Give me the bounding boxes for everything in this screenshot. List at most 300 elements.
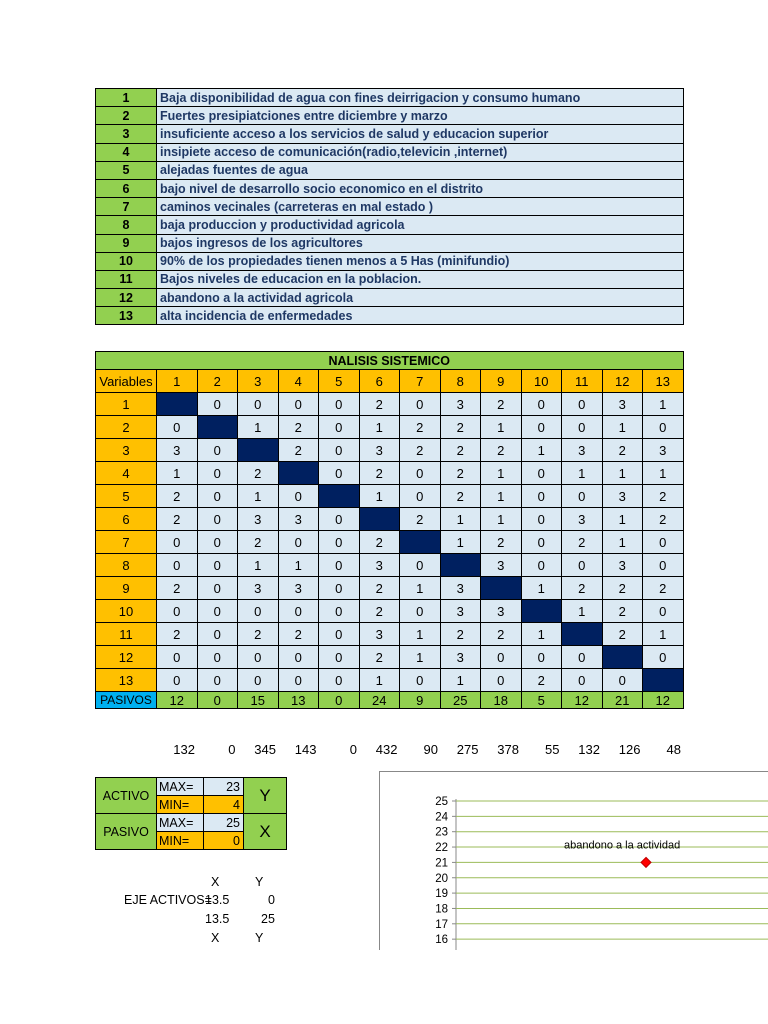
- matrix-cell[interactable]: 3: [278, 577, 319, 600]
- matrix-row: [96, 416, 684, 439]
- variable-row: [96, 198, 684, 216]
- matrix-cell[interactable]: 0: [197, 623, 238, 646]
- matrix-cell[interactable]: 3: [440, 600, 481, 623]
- variable-label[interactable]: Fuertes presipiatciones entre diciembre y marzo: [157, 107, 684, 125]
- matrix-cell[interactable]: 0: [238, 646, 279, 669]
- matrix-cell[interactable]: 0: [521, 646, 562, 669]
- variable-number[interactable]: 1: [96, 89, 157, 107]
- pasivos-cell[interactable]: 5: [521, 692, 562, 709]
- matrix-cell[interactable]: 3: [359, 439, 400, 462]
- matrix-row-header: 4: [96, 462, 157, 485]
- variable-label[interactable]: bajos ingresos de los agricultores: [157, 234, 684, 252]
- activo-label: ACTIVO: [96, 778, 157, 814]
- matrix-cell[interactable]: 0: [400, 554, 441, 577]
- matrix-cell[interactable]: 2: [521, 669, 562, 692]
- matrix-cell[interactable]: 2: [278, 416, 319, 439]
- pasivos-cell[interactable]: 0: [319, 692, 360, 709]
- matrix-cell[interactable]: 0: [157, 646, 198, 669]
- product-value: 132: [578, 742, 600, 757]
- chart-point[interactable]: [641, 857, 651, 867]
- matrix-cell[interactable]: 3: [481, 600, 522, 623]
- variable-number[interactable]: 2: [96, 107, 157, 125]
- activo-min-value[interactable]: 4: [204, 796, 244, 814]
- matrix-cell[interactable]: 0: [157, 554, 198, 577]
- matrix-col-header: 12: [602, 370, 643, 393]
- matrix-diagonal-cell[interactable]: [400, 531, 441, 554]
- product-value: 0: [228, 742, 236, 757]
- activo-max-label: MAX=: [157, 778, 204, 796]
- matrix-cell[interactable]: 0: [400, 485, 441, 508]
- variable-label[interactable]: alta incidencia de enfermedades: [157, 307, 684, 325]
- matrix-cell[interactable]: 0: [197, 462, 238, 485]
- variable-number[interactable]: 10: [96, 252, 157, 270]
- matrix-cell[interactable]: 0: [278, 646, 319, 669]
- matrix-cell[interactable]: 0: [197, 577, 238, 600]
- matrix-cell[interactable]: 1: [400, 577, 441, 600]
- variable-label[interactable]: insuficiente acceso a los servicios de salud y educacion superior: [157, 125, 684, 143]
- matrix-cell[interactable]: 2: [157, 508, 198, 531]
- matrix-cell[interactable]: 2: [278, 623, 319, 646]
- matrix-cell[interactable]: 1: [440, 669, 481, 692]
- pasivo-axis: X: [244, 814, 287, 850]
- matrix-cell[interactable]: 0: [238, 393, 279, 416]
- matrix-cell[interactable]: 1: [481, 462, 522, 485]
- matrix-table: [95, 351, 684, 709]
- matrix-row: [96, 669, 684, 692]
- matrix-col-header: 4: [278, 370, 319, 393]
- matrix-cell[interactable]: 3: [602, 554, 643, 577]
- matrix-cell[interactable]: 0: [319, 462, 360, 485]
- matrix-cell[interactable]: 1: [400, 646, 441, 669]
- matrix-row: [96, 462, 684, 485]
- matrix-cell[interactable]: 0: [319, 600, 360, 623]
- matrix-cell[interactable]: 0: [319, 577, 360, 600]
- eje-x-header: X: [211, 875, 220, 889]
- matrix-cell[interactable]: 1: [521, 439, 562, 462]
- matrix-col-header: 5: [319, 370, 360, 393]
- matrix-row-header: 12: [96, 646, 157, 669]
- variable-label[interactable]: abandono a la actividad agricola: [157, 289, 684, 307]
- matrix-cell[interactable]: 0: [157, 600, 198, 623]
- matrix-cell[interactable]: 0: [562, 646, 603, 669]
- chart-tick-label: 20: [435, 872, 448, 885]
- pasivos-cell[interactable]: 9: [400, 692, 441, 709]
- matrix-cell[interactable]: 1: [481, 508, 522, 531]
- matrix-cell[interactable]: 0: [319, 416, 360, 439]
- matrix-cell[interactable]: 2: [440, 439, 481, 462]
- variable-row: [96, 216, 684, 234]
- matrix-cell[interactable]: 0: [319, 554, 360, 577]
- matrix-col-header: 2: [197, 370, 238, 393]
- matrix-cell[interactable]: 0: [602, 669, 643, 692]
- variable-number[interactable]: 8: [96, 216, 157, 234]
- variable-number[interactable]: 3: [96, 125, 157, 143]
- activo-min-label: MIN=: [157, 796, 204, 814]
- matrix-col-header: 1: [157, 370, 198, 393]
- eje-x-footer: X: [211, 931, 220, 945]
- chart-point-label: abandono a la actividad: [564, 839, 681, 852]
- matrix-diagonal-cell[interactable]: [238, 439, 279, 462]
- matrix-cell[interactable]: 1: [602, 531, 643, 554]
- product-value: 143: [294, 742, 317, 757]
- matrix-diagonal-cell[interactable]: [157, 393, 198, 416]
- matrix-diagonal-cell[interactable]: [562, 623, 603, 646]
- product-value: 126: [618, 742, 641, 757]
- pasivos-cell[interactable]: 13: [278, 692, 319, 709]
- chart-tick-label: 21: [435, 857, 448, 870]
- variable-label[interactable]: caminos vecinales (carreteras en mal estado ): [157, 198, 684, 216]
- matrix-cell[interactable]: 2: [157, 623, 198, 646]
- matrix-cell[interactable]: 0: [521, 554, 562, 577]
- matrix-cell[interactable]: 0: [481, 646, 522, 669]
- matrix-cell[interactable]: 0: [157, 531, 198, 554]
- matrix-cell[interactable]: 1: [602, 508, 643, 531]
- matrix-cell[interactable]: 1: [359, 416, 400, 439]
- pasivos-cell[interactable]: 25: [440, 692, 481, 709]
- eje-r2-y: 25: [261, 912, 275, 926]
- matrix-cell[interactable]: 0: [157, 669, 198, 692]
- matrix-diagonal-cell[interactable]: [521, 600, 562, 623]
- variable-number[interactable]: 6: [96, 179, 157, 197]
- matrix-cell[interactable]: 1: [562, 600, 603, 623]
- matrix-cell[interactable]: 1: [238, 554, 279, 577]
- pasivo-max-label: MAX=: [157, 814, 204, 832]
- variable-row: [96, 234, 684, 252]
- matrix-cell[interactable]: 2: [440, 623, 481, 646]
- matrix-cell[interactable]: 0: [521, 462, 562, 485]
- matrix-cell[interactable]: 0: [400, 600, 441, 623]
- matrix-row-header: 2: [96, 416, 157, 439]
- matrix-row: [96, 577, 684, 600]
- matrix-cell[interactable]: 0: [197, 646, 238, 669]
- matrix-cell[interactable]: 2: [602, 623, 643, 646]
- matrix-row: [96, 600, 684, 623]
- matrix-cell[interactable]: 3: [359, 623, 400, 646]
- matrix-cell[interactable]: 1: [521, 623, 562, 646]
- variable-label[interactable]: Bajos niveles de educacion en la poblacion.: [157, 270, 684, 288]
- matrix-cell[interactable]: 2: [400, 416, 441, 439]
- eje-y-footer: Y: [255, 931, 264, 945]
- matrix-cell[interactable]: 0: [643, 416, 684, 439]
- matrix-cell[interactable]: 0: [319, 531, 360, 554]
- variable-row: [96, 161, 684, 179]
- matrix-row-header: 7: [96, 531, 157, 554]
- matrix-cell[interactable]: 3: [562, 439, 603, 462]
- matrix-diagonal-cell[interactable]: [278, 462, 319, 485]
- variable-row: [96, 307, 684, 325]
- matrix-col-header: 7: [400, 370, 441, 393]
- matrix-cell[interactable]: 2: [440, 462, 481, 485]
- matrix-cell[interactable]: 2: [481, 623, 522, 646]
- matrix-cell[interactable]: 3: [643, 439, 684, 462]
- matrix-col-header: 13: [643, 370, 684, 393]
- matrix-cell[interactable]: 1: [359, 485, 400, 508]
- chart-svg: [380, 772, 768, 950]
- variable-label[interactable]: baja produccion y productividad agricola: [157, 216, 684, 234]
- matrix-cell[interactable]: 0: [643, 531, 684, 554]
- matrix-cell[interactable]: 2: [359, 462, 400, 485]
- matrix-row-header: 6: [96, 508, 157, 531]
- matrix-diagonal-cell[interactable]: [440, 554, 481, 577]
- matrix-cell[interactable]: 1: [278, 554, 319, 577]
- matrix-cell[interactable]: 3: [440, 393, 481, 416]
- matrix-cell[interactable]: 0: [197, 439, 238, 462]
- matrix-cell[interactable]: 1: [157, 462, 198, 485]
- matrix-row: [96, 393, 684, 416]
- matrix-cell[interactable]: 3: [481, 554, 522, 577]
- matrix-cell[interactable]: 1: [440, 531, 481, 554]
- variable-label[interactable]: bajo nivel de desarrollo socio economico en el distrito: [157, 179, 684, 197]
- matrix-cell[interactable]: 2: [440, 416, 481, 439]
- matrix-cell[interactable]: 2: [643, 577, 684, 600]
- chart-tick-label: 17: [435, 918, 448, 931]
- matrix-row-header: 3: [96, 439, 157, 462]
- variable-label[interactable]: insipiete acceso de comunicación(radio,televicin ,internet): [157, 143, 684, 161]
- matrix-cell[interactable]: 2: [359, 531, 400, 554]
- pasivo-min-label: MIN=: [157, 832, 204, 850]
- variable-label[interactable]: alejadas fuentes de agua: [157, 161, 684, 179]
- matrix-row: [96, 554, 684, 577]
- matrix-cell[interactable]: 0: [521, 393, 562, 416]
- pasivos-cell[interactable]: 12: [562, 692, 603, 709]
- matrix-diagonal-cell[interactable]: [197, 416, 238, 439]
- product-value: 432: [375, 742, 398, 757]
- variable-row: [96, 270, 684, 288]
- variable-row: [96, 107, 684, 125]
- matrix-cell[interactable]: 1: [238, 485, 279, 508]
- pasivo-max-value[interactable]: 25: [204, 814, 244, 832]
- matrix-cell[interactable]: 2: [602, 577, 643, 600]
- matrix-cell[interactable]: 2: [359, 393, 400, 416]
- matrix-cell[interactable]: 3: [157, 439, 198, 462]
- matrix-cell[interactable]: 0: [643, 600, 684, 623]
- matrix-cell[interactable]: 0: [278, 531, 319, 554]
- matrix-cell[interactable]: 0: [319, 393, 360, 416]
- matrix-cell[interactable]: 2: [238, 462, 279, 485]
- variables-table: [95, 88, 684, 325]
- matrix-cell[interactable]: 0: [643, 646, 684, 669]
- matrix-diagonal-cell[interactable]: [643, 669, 684, 692]
- pasivos-cell[interactable]: 24: [359, 692, 400, 709]
- matrix-cell[interactable]: 2: [359, 646, 400, 669]
- pasivos-cell[interactable]: 0: [197, 692, 238, 709]
- matrix-cell[interactable]: 0: [197, 485, 238, 508]
- matrix-cell[interactable]: 3: [602, 485, 643, 508]
- variable-row: [96, 89, 684, 107]
- matrix-cell[interactable]: 2: [157, 577, 198, 600]
- matrix-cell[interactable]: 1: [602, 416, 643, 439]
- matrix-cell[interactable]: 0: [157, 416, 198, 439]
- matrix-cell[interactable]: 1: [238, 416, 279, 439]
- matrix-cell[interactable]: 0: [562, 554, 603, 577]
- chart-tick-label: 22: [435, 842, 448, 855]
- matrix-cell[interactable]: 0: [643, 554, 684, 577]
- pasivo-label: PASIVO: [96, 814, 157, 850]
- matrix-cell[interactable]: 0: [319, 646, 360, 669]
- matrix-cell[interactable]: 2: [238, 531, 279, 554]
- matrix-cell[interactable]: 2: [481, 439, 522, 462]
- matrix-col-header: 10: [521, 370, 562, 393]
- product-value: 48: [666, 742, 681, 757]
- matrix-cell[interactable]: 1: [602, 462, 643, 485]
- variable-label[interactable]: Baja disponibilidad de agua con fines deirrigacion y consumo humano: [157, 89, 684, 107]
- chart-tick-label: 16: [435, 934, 448, 947]
- matrix-cell[interactable]: 2: [602, 600, 643, 623]
- matrix-cell[interactable]: 0: [197, 393, 238, 416]
- product-value: 0: [349, 742, 357, 757]
- variable-row: [96, 143, 684, 161]
- variable-row: [96, 252, 684, 270]
- variable-number[interactable]: 13: [96, 307, 157, 325]
- matrix-cell[interactable]: 1: [400, 623, 441, 646]
- product-value: 275: [456, 742, 479, 757]
- matrix-row: [96, 439, 684, 462]
- variable-label[interactable]: 90% de los propiedades tienen menos a 5 Has (minifundio): [157, 252, 684, 270]
- matrix-cell[interactable]: 3: [278, 508, 319, 531]
- variable-number[interactable]: 5: [96, 161, 157, 179]
- matrix-cell[interactable]: 0: [197, 554, 238, 577]
- chart-tick-label: 18: [435, 903, 448, 916]
- pasivos-cell[interactable]: 21: [602, 692, 643, 709]
- product-value: 90: [423, 742, 438, 757]
- matrix-cell[interactable]: 0: [197, 508, 238, 531]
- matrix-row: [96, 646, 684, 669]
- matrix-cell[interactable]: 1: [440, 508, 481, 531]
- matrix-cell[interactable]: 0: [400, 669, 441, 692]
- matrix-cell[interactable]: 3: [359, 554, 400, 577]
- matrix-cell[interactable]: 2: [481, 531, 522, 554]
- matrix-row-header: 8: [96, 554, 157, 577]
- matrix-cell[interactable]: 3: [440, 577, 481, 600]
- matrix-cell[interactable]: 0: [400, 462, 441, 485]
- matrix-cell[interactable]: 0: [197, 531, 238, 554]
- matrix-cell[interactable]: 1: [643, 623, 684, 646]
- matrix-cell[interactable]: 2: [238, 623, 279, 646]
- matrix-cell[interactable]: 2: [359, 600, 400, 623]
- product-value: 378: [497, 742, 519, 757]
- variable-row: [96, 125, 684, 143]
- matrix-cell[interactable]: 0: [197, 669, 238, 692]
- matrix-cell[interactable]: 3: [238, 508, 279, 531]
- matrix-cell[interactable]: 0: [319, 623, 360, 646]
- pasivos-cell[interactable]: 15: [238, 692, 279, 709]
- matrix-cell[interactable]: 2: [359, 577, 400, 600]
- matrix-diagonal-cell[interactable]: [319, 485, 360, 508]
- matrix-diagonal-cell[interactable]: [481, 577, 522, 600]
- matrix-cell[interactable]: 2: [562, 531, 603, 554]
- matrix-cell[interactable]: 0: [278, 393, 319, 416]
- variable-number[interactable]: 12: [96, 289, 157, 307]
- summary-table: [95, 777, 287, 850]
- matrix-col-header: 9: [481, 370, 522, 393]
- matrix-cell[interactable]: 0: [521, 531, 562, 554]
- matrix-cell[interactable]: 0: [238, 669, 279, 692]
- eje-r1-y: 0: [268, 893, 275, 907]
- matrix-row-header: 9: [96, 577, 157, 600]
- matrix-cell[interactable]: 0: [521, 508, 562, 531]
- matrix-cell[interactable]: 0: [562, 416, 603, 439]
- matrix-cell[interactable]: 0: [319, 439, 360, 462]
- matrix-diagonal-cell[interactable]: [359, 508, 400, 531]
- matrix-diagonal-cell[interactable]: [602, 646, 643, 669]
- matrix-cell[interactable]: 2: [157, 485, 198, 508]
- pasivos-cell[interactable]: 18: [481, 692, 522, 709]
- matrix-row-header: 1: [96, 393, 157, 416]
- matrix-cell[interactable]: 0: [521, 485, 562, 508]
- variable-number[interactable]: 7: [96, 198, 157, 216]
- matrix-cell[interactable]: 0: [562, 485, 603, 508]
- matrix-cell[interactable]: 0: [278, 669, 319, 692]
- matrix-cell[interactable]: 1: [481, 485, 522, 508]
- matrix-cell[interactable]: 3: [562, 508, 603, 531]
- matrix-cell[interactable]: 0: [400, 393, 441, 416]
- matrix-col-header: 6: [359, 370, 400, 393]
- chart-tick-label: 25: [435, 796, 448, 808]
- product-value: 132: [173, 742, 195, 757]
- activo-max-value[interactable]: 23: [204, 778, 244, 796]
- matrix-cell[interactable]: 2: [602, 439, 643, 462]
- matrix-cell[interactable]: 0: [562, 393, 603, 416]
- matrix-cell[interactable]: 2: [643, 508, 684, 531]
- matrix-row: [96, 531, 684, 554]
- matrix-cell[interactable]: 2: [643, 485, 684, 508]
- matrix-cell[interactable]: 3: [602, 393, 643, 416]
- matrix-cell[interactable]: 3: [238, 577, 279, 600]
- chart-tick-label: 24: [435, 811, 448, 824]
- variable-number[interactable]: 4: [96, 143, 157, 161]
- matrix-cell[interactable]: 0: [197, 600, 238, 623]
- matrix-cell[interactable]: 1: [481, 416, 522, 439]
- eje-y-header: Y: [255, 875, 264, 889]
- activo-axis: Y: [244, 778, 287, 814]
- matrix-cell[interactable]: 2: [481, 393, 522, 416]
- eje-activos-label: EJE ACTIVOS=: [124, 893, 212, 907]
- matrix-cell[interactable]: 2: [400, 439, 441, 462]
- eje-r2-x: 13.5: [205, 912, 230, 926]
- matrix-cell[interactable]: 2: [440, 485, 481, 508]
- matrix-cell[interactable]: 2: [562, 577, 603, 600]
- matrix-cell[interactable]: 2: [278, 439, 319, 462]
- matrix-cell[interactable]: 1: [562, 462, 603, 485]
- matrix-cell[interactable]: 0: [521, 416, 562, 439]
- variable-number[interactable]: 9: [96, 234, 157, 252]
- matrix-col-header: 11: [562, 370, 603, 393]
- pasivos-cell[interactable]: 12: [643, 692, 684, 709]
- matrix-cell[interactable]: 2: [400, 508, 441, 531]
- pasivos-cell[interactable]: 12: [157, 692, 198, 709]
- matrix-cell[interactable]: 1: [643, 462, 684, 485]
- matrix-cell[interactable]: 0: [238, 600, 279, 623]
- variable-number[interactable]: 11: [96, 270, 157, 288]
- chart-tick-label: 23: [435, 826, 448, 839]
- chart-tick-label: 19: [435, 888, 448, 901]
- matrix-cell[interactable]: 0: [319, 508, 360, 531]
- matrix-cell[interactable]: 0: [319, 669, 360, 692]
- matrix-cell[interactable]: 0: [278, 485, 319, 508]
- matrix-cell[interactable]: 1: [521, 577, 562, 600]
- matrix-cell[interactable]: 1: [359, 669, 400, 692]
- matrix-cell[interactable]: 3: [440, 646, 481, 669]
- matrix-cell[interactable]: 1: [643, 393, 684, 416]
- matrix-cell[interactable]: 0: [278, 600, 319, 623]
- variable-row: [96, 289, 684, 307]
- matrix-cell[interactable]: 0: [481, 669, 522, 692]
- matrix-cell[interactable]: 0: [562, 669, 603, 692]
- matrix-row-header: 11: [96, 623, 157, 646]
- pasivo-min-value[interactable]: 0: [204, 832, 244, 850]
- pasivos-label: PASIVOS: [96, 692, 157, 709]
- matrix-row: [96, 485, 684, 508]
